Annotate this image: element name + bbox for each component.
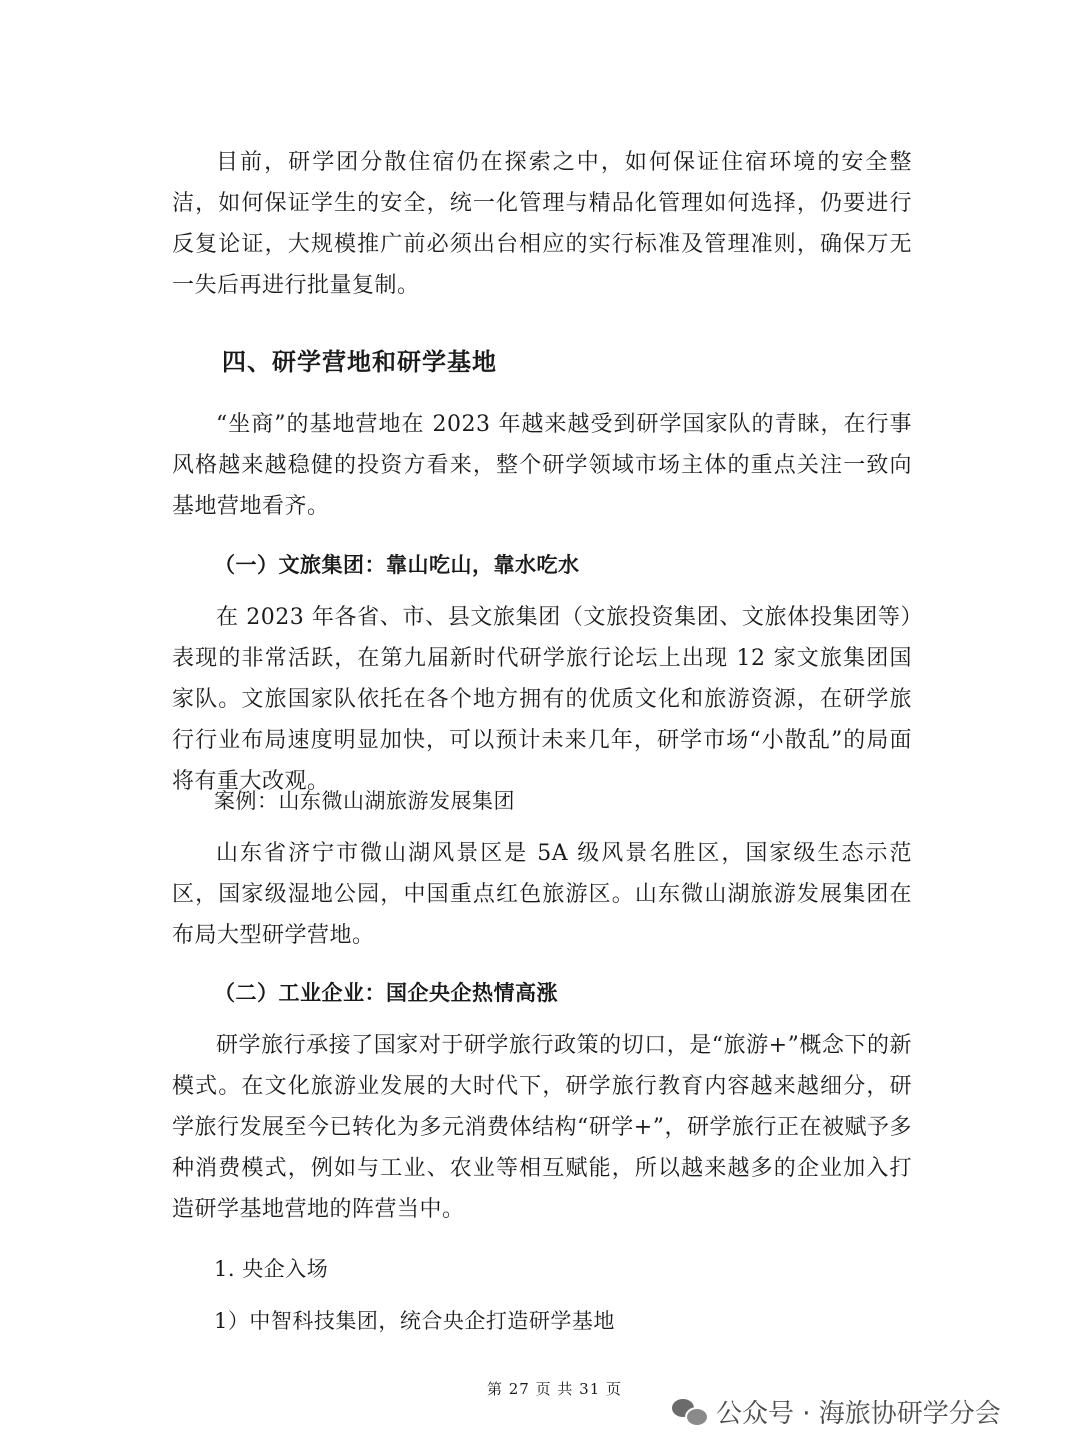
case-line: 案例：山东微山湖旅游发展集团 (214, 789, 515, 813)
subsection-title-2: （二）工业企业：国企央企热情高涨 (214, 981, 558, 1005)
page-number: 第 27 页 共 31 页 (487, 1380, 623, 1398)
list-item-1: 1. 央企入场 (214, 1257, 329, 1281)
list-item-1-1: 1）中智科技集团，统合央企打造研学基地 (214, 1309, 615, 1333)
paragraph-cultural-tourism: 在 2023 年各省、市、县文旅集团（文旅投资集团、文旅体投集团等）表现的非常活跃，在第九届新时代研学旅行论坛上出现 12 家文旅集团国家队。文旅国家队依托在各个地方拥有的优质文化和旅游资源，在研学旅行行业布局速度明显加快，可以预计未来几年，研学市场“小散乱”的局面将有重大改观。 (172, 605, 912, 794)
section-title-4: 四、研学营地和研学基地 (222, 348, 497, 376)
paragraph-weishan-lake: 山东省济宁市微山湖风景区是 5A 级风景名胜区，国家级生态示范区，国家级湿地公园，中国重点红色旅游区。山东微山湖旅游发展集团在布局大型研学营地。 (172, 841, 912, 948)
wechat-icon (672, 1397, 708, 1427)
watermark (672, 1393, 1001, 1430)
watermark-text: 公众号 · 海旅协研学分会 (716, 1399, 1001, 1429)
paragraph-intro: 目前，研学团分散住宿仍在探索之中，如何保证住宿环境的安全整洁，如何保证学生的安全，统一化管理与精品化管理如何选择，仍要进行反复论证，大规模推广前必须出台相应的实行标准及管理准则，确保万无一失后再进行批量复制。 (172, 150, 912, 298)
paragraph-industry: 研学旅行承接了国家对于研学旅行政策的切口，是“旅游+”概念下的新模式。在文化旅游业发展的大时代下，研学旅行教育内容越来越细分，研学旅行发展至今已转化为多元消费体结构“研学+”，研学旅行正在被赋予多种消费模式，例如与工业、农业等相互赋能，所以越来越多的企业加入打造研学基地营地的阵营当中。 (172, 1033, 912, 1222)
paragraph-camps: “坐商”的基地营地在 2023 年越来越受到研学国家队的青睐，在行事风格越来越稳健的投资方看来，整个研学领域市场主体的重点关注一致向基地营地看齐。 (172, 412, 912, 519)
subsection-title-1: （一）文旅集团：靠山吃山，靠水吃水 (214, 553, 580, 577)
